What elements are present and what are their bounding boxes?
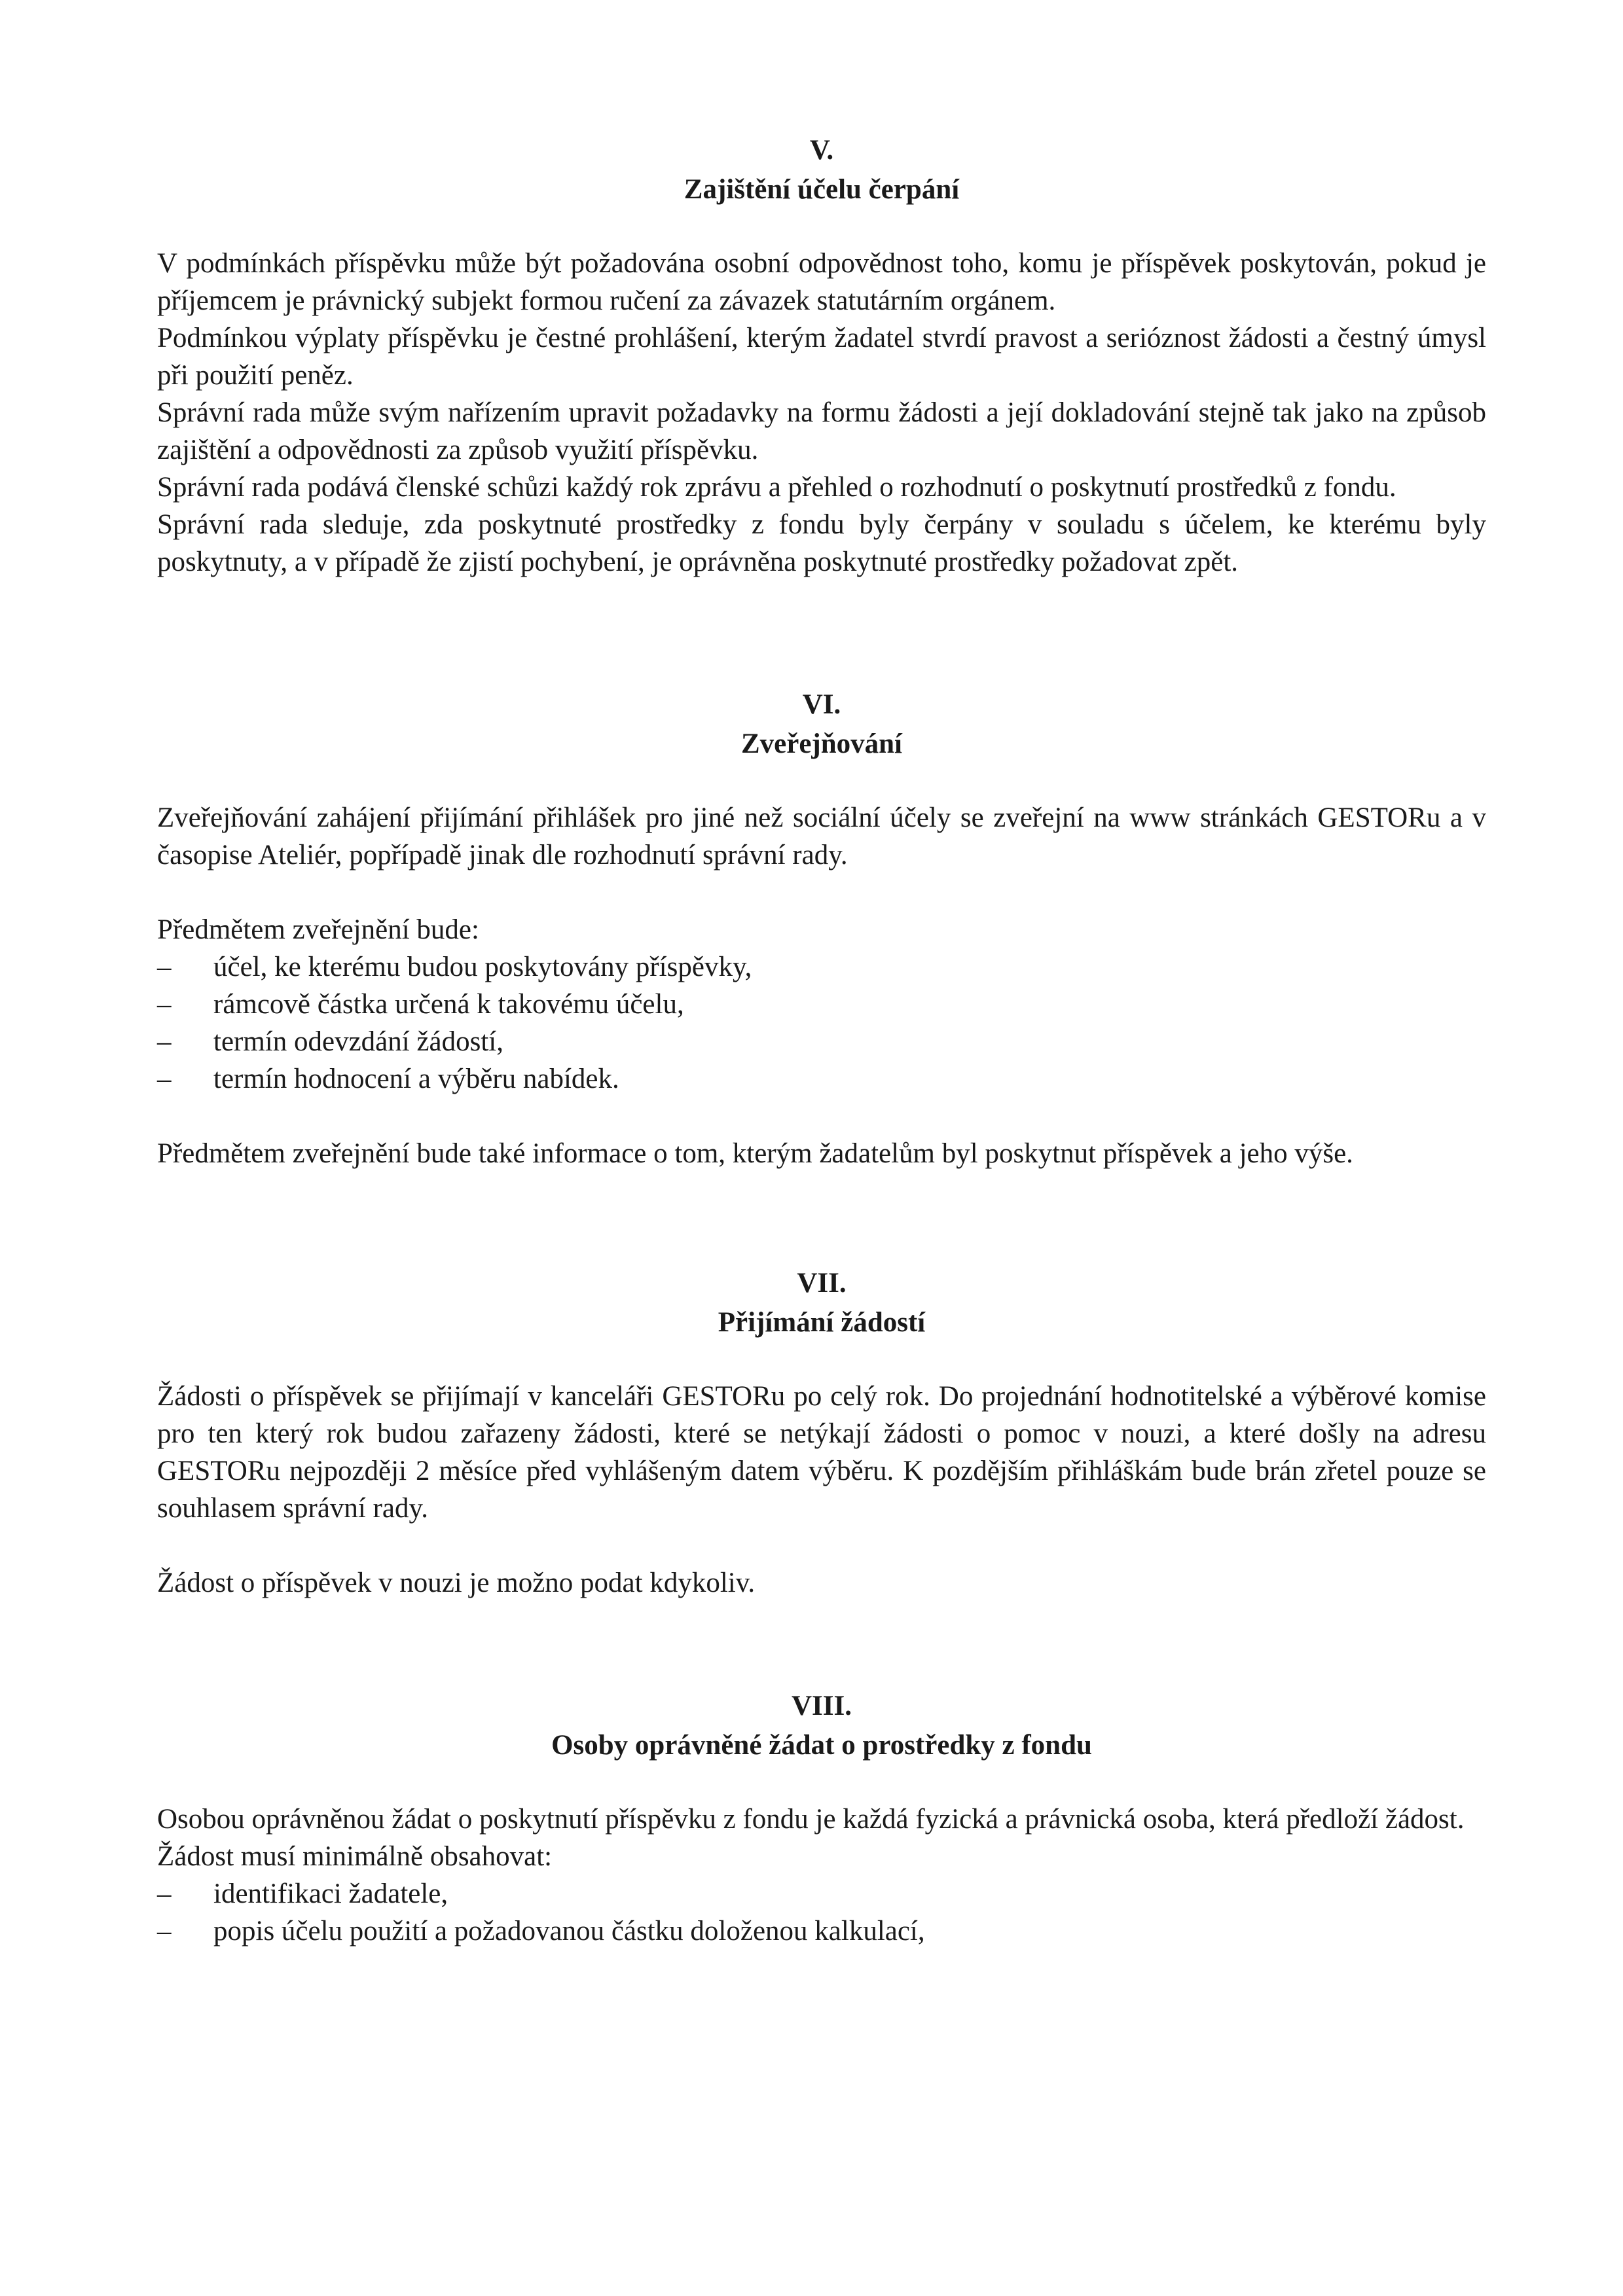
paragraph: Žádosti o příspěvek se přijímají v kanceláři GESTORu po celý rok. Do projednání hodnotitelské a výběrové komise pro ten který rok budou zařazeny žádosti, které se netýkají žádosti o pomoc v nouzi, a které došly na adresu GESTORu nejpozději 2 měsíce před vyhlášeným datem výběru. K pozdějším přihláškám bude brán zřetel pouze se souhlasem správní rady. xyxy=(157,1381,1486,1524)
section-v xyxy=(157,131,1486,581)
section-heading xyxy=(157,131,1486,209)
dash-marker: – xyxy=(157,1916,172,1946)
paragraph: Podmínkou výplaty příspěvku je čestné prohlášení, kterým žadatel stvrdí pravost a serióznost žádosti a čestný úmysl při použití peněz. xyxy=(157,323,1486,391)
paragraph: Správní rada podává členské schůzi každý rok zprávu a přehled o rozhodnutí o poskytnutí prostředků z fondu. xyxy=(157,472,1396,503)
section-number: VIII. xyxy=(791,1691,852,1721)
list-item xyxy=(157,1912,1486,1950)
dash-marker: – xyxy=(157,952,172,982)
bullet-list xyxy=(157,948,1486,1098)
bullet-list xyxy=(157,1875,1486,1950)
section-vi xyxy=(157,685,1486,1172)
section-heading xyxy=(157,1687,1486,1765)
document-content xyxy=(157,131,1486,1950)
list-item xyxy=(157,986,1486,1023)
list-item xyxy=(157,948,1486,986)
paragraph: Správní rada sleduje, zda poskytnuté prostředky z fondu byly čerpány v souladu s účelem, ke kterému byly poskytnuty, a v případě že zjistí pochybení, je oprávněna poskytnuté prostředky požadovat zpět. xyxy=(157,509,1486,577)
list-item-text: termín odevzdání žádostí, xyxy=(213,1026,503,1057)
section-title: Zajištění účelu čerpání xyxy=(684,174,960,205)
paragraph: Žádost o příspěvek v nouzi je možno podat kdykoliv. xyxy=(157,1568,756,1598)
section-heading xyxy=(157,685,1486,764)
section-number: VI. xyxy=(802,689,841,720)
paragraph: Správní rada může svým nařízením upravit požadavky na formu žádosti a její dokladování stejně tak jako na způsob zajištění a odpovědnosti za způsob využití příspěvku. xyxy=(157,397,1486,465)
list-item xyxy=(157,1023,1486,1060)
section-title: Osoby oprávněné žádat o prostředky z fondu xyxy=(551,1730,1092,1761)
section-viii xyxy=(157,1687,1486,1950)
section-number: VII. xyxy=(797,1268,847,1299)
list-intro: Žádost musí minimálně obsahovat: xyxy=(157,1841,553,1872)
dash-marker: – xyxy=(157,1026,172,1057)
section-title: Zveřejňování xyxy=(740,728,903,759)
paragraph: V podmínkách příspěvku může být požadována osobní odpovědnost toho, komu je příspěvek poskytován, pokud je příjemcem je právnický subjekt formou ručení za závazek statutárním orgánem. xyxy=(157,248,1486,316)
section-title: Přijímání žádostí xyxy=(718,1307,926,1338)
list-item-text: popis účelu použití a požadovanou částku doloženou kalkulací, xyxy=(213,1916,925,1946)
list-intro: Předmětem zveřejnění bude: xyxy=(157,914,479,945)
section-number: V. xyxy=(809,135,834,166)
list-item-text: rámcově částka určená k takovému účelu, xyxy=(213,989,684,1020)
list-item-text: termín hodnocení a výběru nabídek. xyxy=(213,1064,619,1094)
list-item xyxy=(157,1060,1486,1098)
list-item xyxy=(157,1875,1486,1912)
section-heading xyxy=(157,1264,1486,1342)
paragraph: Zveřejňování zahájení přijímání přihlášek pro jiné než sociální účely se zveřejní na www stránkách GESTORu a v časopise Ateliér, popřípadě jinak dle rozhodnutí správní rady. xyxy=(157,802,1486,870)
paragraph: Předmětem zveřejnění bude také informace o tom, kterým žadatelům byl poskytnut příspěvek a jeho výše. xyxy=(157,1138,1353,1169)
section-vii xyxy=(157,1264,1486,1602)
dash-marker: – xyxy=(157,1878,172,1909)
list-item-text: identifikaci žadatele, xyxy=(213,1878,448,1909)
dash-marker: – xyxy=(157,989,172,1020)
paragraph: Osobou oprávněnou žádat o poskytnutí příspěvku z fondu je každá fyzická a právnická osoba, která předloží žádost. xyxy=(157,1804,1465,1835)
dash-marker: – xyxy=(157,1064,172,1094)
list-item-text: účel, ke kterému budou poskytovány příspěvky, xyxy=(213,952,752,982)
